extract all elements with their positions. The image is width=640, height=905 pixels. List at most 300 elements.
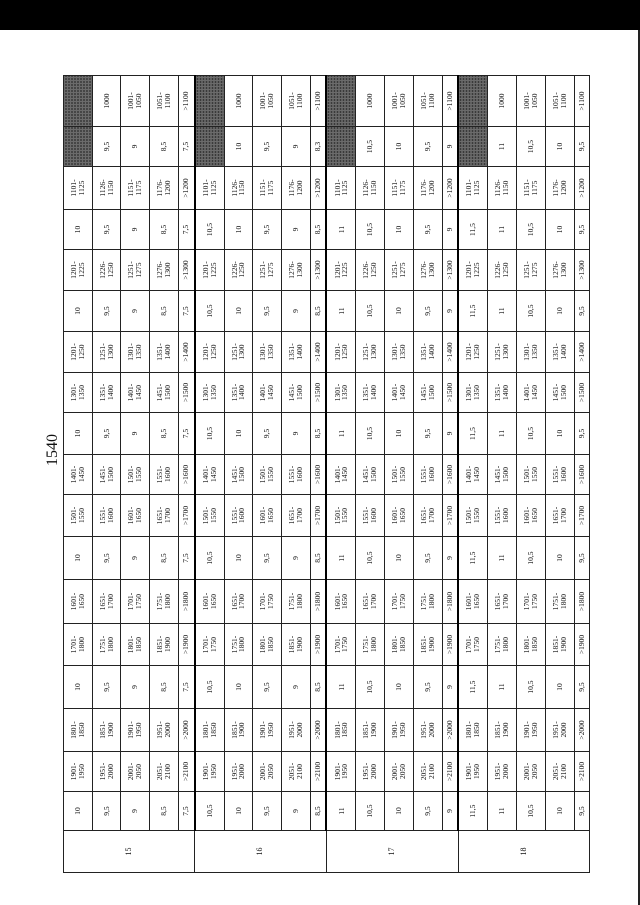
- table-cell: 1301- 1350: [253, 332, 282, 373]
- table-cell: 1276- 1300: [413, 250, 442, 291]
- table-cell: 1226- 1250: [488, 250, 517, 291]
- table-cell: 1851- 1900: [488, 709, 517, 752]
- table-cell: 11: [488, 666, 517, 709]
- table-cell: 10,5: [356, 413, 385, 455]
- table-cell: >1400: [574, 332, 589, 373]
- table-cell: 1201- 1250: [458, 332, 488, 373]
- table-cell: 1751- 1800: [92, 624, 121, 666]
- table-cell: 1451- 1500: [282, 373, 311, 413]
- table-cell: 1276- 1300: [282, 250, 311, 291]
- table-cell: 10: [545, 792, 574, 831]
- table-cell: 10: [385, 792, 414, 831]
- table-cell: 11: [326, 537, 356, 580]
- table-cell: >1300: [310, 250, 326, 291]
- table-cell: 1551- 1600: [224, 495, 253, 537]
- table-cell: 1551- 1600: [282, 455, 311, 495]
- table-cell: >1600: [178, 455, 194, 495]
- table-cell: 1226- 1250: [224, 250, 253, 291]
- table-cell: 1000: [92, 76, 121, 127]
- table-cell: 10: [224, 127, 253, 167]
- table-cell: 10,5: [517, 127, 546, 167]
- table-cell: 1751- 1800: [282, 580, 311, 624]
- table-cell: 10,5: [195, 210, 225, 250]
- table-cell: 9,5: [574, 127, 589, 167]
- table-cell: 7,5: [178, 792, 194, 831]
- table-cell: 1801- 1850: [326, 709, 356, 752]
- table-cell: >1500: [442, 373, 458, 413]
- table-cell: 1301- 1350: [195, 373, 225, 413]
- table-cell: 11: [488, 537, 517, 580]
- table-cell: 1701- 1750: [121, 580, 150, 624]
- table-cell: 1551- 1600: [150, 455, 179, 495]
- table-cell: 1301- 1350: [64, 373, 93, 413]
- table-cell: 1126- 1150: [92, 167, 121, 210]
- table-cell: 9: [282, 413, 311, 455]
- table-cell: 1451- 1500: [224, 455, 253, 495]
- table-cell: 1701- 1750: [195, 624, 225, 666]
- table-cell: 1951- 2000: [356, 752, 385, 792]
- table-cell: 1901- 1950: [517, 709, 546, 752]
- table-cell: 1201- 1225: [458, 250, 488, 291]
- table-cell: 8,5: [150, 127, 179, 167]
- table-cell: >2100: [442, 752, 458, 792]
- table-cell: 1051- 1100: [413, 76, 442, 127]
- table-cell: 10: [64, 210, 93, 250]
- table-cell: 1701- 1750: [458, 624, 488, 666]
- table-cell: 8,5: [150, 537, 179, 580]
- table-cell: 1226- 1250: [356, 250, 385, 291]
- table-cell: >1700: [574, 495, 589, 537]
- table-cell: >1200: [574, 167, 589, 210]
- group-id-cell: 17: [326, 831, 458, 873]
- table-cell: 9: [442, 537, 458, 580]
- table-cell: 1801- 1850: [121, 624, 150, 666]
- table-cell: 1301- 1350: [326, 373, 356, 413]
- table-cell: 1601- 1650: [517, 495, 546, 537]
- table-cell: 9: [282, 291, 311, 332]
- shaded-cell: [326, 127, 356, 167]
- table-row: [178, 76, 194, 873]
- table-cell: 1751- 1800: [413, 580, 442, 624]
- table-cell: 10,5: [356, 291, 385, 332]
- table-cell: 1451- 1500: [545, 373, 574, 413]
- table-cell: 10: [64, 666, 93, 709]
- table-cell: 10,5: [517, 666, 546, 709]
- table-cell: 1351- 1400: [150, 332, 179, 373]
- table-cell: 1951- 2000: [92, 752, 121, 792]
- table-cell: 1901- 1950: [385, 709, 414, 752]
- table-cell: 9,5: [574, 792, 589, 831]
- table-cell: 9: [121, 291, 150, 332]
- table-cell: 1126- 1150: [488, 167, 517, 210]
- table-row: [326, 76, 356, 873]
- table-cell: 1151- 1175: [121, 167, 150, 210]
- table-row: [517, 76, 546, 873]
- table-cell: 1226- 1250: [92, 250, 121, 291]
- table-cell: 10,5: [517, 537, 546, 580]
- table-cell: 9,5: [253, 127, 282, 167]
- group-id-cell: 18: [458, 831, 589, 873]
- table-cell: 8,5: [310, 537, 326, 580]
- table-cell: 1651- 1700: [545, 495, 574, 537]
- table-cell: 9: [442, 210, 458, 250]
- table-cell: 10: [545, 537, 574, 580]
- table-cell: 9,5: [574, 413, 589, 455]
- table-cell: 1801- 1850: [253, 624, 282, 666]
- table-cell: 1401- 1450: [517, 373, 546, 413]
- table-row: [488, 76, 517, 873]
- table-cell: 9: [121, 666, 150, 709]
- table-cell: 8,5: [150, 210, 179, 250]
- table-cell: 10: [64, 291, 93, 332]
- table-cell: 11: [326, 291, 356, 332]
- table-cell: >1200: [310, 167, 326, 210]
- table-cell: 11: [488, 291, 517, 332]
- table-cell: 8,5: [310, 291, 326, 332]
- table-cell: 1801- 1850: [195, 709, 225, 752]
- table-cell: 1251- 1275: [253, 250, 282, 291]
- table-cell: >1700: [442, 495, 458, 537]
- table-cell: 10,5: [195, 792, 225, 831]
- table-cell: 11,5: [458, 537, 488, 580]
- table-row: [385, 76, 414, 873]
- table-cell: 10,5: [356, 210, 385, 250]
- table-cell: 9,5: [92, 210, 121, 250]
- table-cell: 10: [545, 413, 574, 455]
- table-cell: 1551- 1600: [545, 455, 574, 495]
- table-cell: 10: [64, 792, 93, 831]
- table-cell: 11: [488, 127, 517, 167]
- table-cell: 1401- 1450: [326, 455, 356, 495]
- table-cell: 11: [326, 413, 356, 455]
- table-cell: >1200: [178, 167, 194, 210]
- table-cell: 1651- 1700: [488, 580, 517, 624]
- table-cell: 9,5: [253, 210, 282, 250]
- table-cell: 1251- 1300: [488, 332, 517, 373]
- table-cell: 10: [224, 537, 253, 580]
- table-cell: 10: [545, 210, 574, 250]
- table-cell: >2000: [442, 709, 458, 752]
- table-cell: 2001- 2050: [253, 752, 282, 792]
- table-row: [310, 76, 326, 873]
- table-cell: 1951- 2000: [413, 709, 442, 752]
- table-cell: 1801- 1850: [64, 709, 93, 752]
- table-cell: 1551- 1600: [488, 495, 517, 537]
- table-cell: 11: [326, 210, 356, 250]
- table-cell: 8,3: [310, 127, 326, 167]
- table-cell: 11: [488, 210, 517, 250]
- table-cell: 1126- 1150: [356, 167, 385, 210]
- table-cell: 1701- 1750: [517, 580, 546, 624]
- table-cell: 9,5: [574, 210, 589, 250]
- table-cell: 10: [545, 291, 574, 332]
- table-cell: 1201- 1250: [64, 332, 93, 373]
- table-cell: >1800: [178, 580, 194, 624]
- table-cell: 10,5: [517, 792, 546, 831]
- table-row: [121, 76, 150, 873]
- table-cell: 11,5: [458, 291, 488, 332]
- table-cell: >1300: [574, 250, 589, 291]
- table-cell: 10: [64, 537, 93, 580]
- table-cell: 1751- 1800: [488, 624, 517, 666]
- table-cell: 1051- 1100: [282, 76, 311, 127]
- table-cell: 1276- 1300: [545, 250, 574, 291]
- table-cell: >1900: [310, 624, 326, 666]
- table-row: [150, 76, 179, 873]
- table-cell: 10,5: [356, 792, 385, 831]
- table-cell: 1201- 1225: [326, 250, 356, 291]
- table-cell: 1351- 1400: [488, 373, 517, 413]
- table-cell: 9,5: [574, 666, 589, 709]
- table-cell: 1000: [356, 76, 385, 127]
- table-cell: 1251- 1300: [92, 332, 121, 373]
- table-cell: 1351- 1400: [92, 373, 121, 413]
- table-cell: 1851- 1900: [282, 624, 311, 666]
- table-cell: 1201- 1250: [326, 332, 356, 373]
- table-cell: 9: [282, 537, 311, 580]
- table-cell: >2100: [310, 752, 326, 792]
- table-cell: >1700: [310, 495, 326, 537]
- table-cell: 10: [385, 210, 414, 250]
- table-cell: 7,5: [178, 413, 194, 455]
- table-cell: 1251- 1275: [385, 250, 414, 291]
- table-cell: 1501- 1550: [121, 455, 150, 495]
- table-cell: 1401- 1450: [458, 455, 488, 495]
- table-cell: 1151- 1175: [517, 167, 546, 210]
- table-cell: 1000: [224, 76, 253, 127]
- table-cell: 1176- 1200: [545, 167, 574, 210]
- table-row: [413, 76, 442, 873]
- table-cell: 1801- 1850: [458, 709, 488, 752]
- table-cell: 1451- 1500: [413, 373, 442, 413]
- table-cell: >1400: [178, 332, 194, 373]
- table-cell: 1601- 1650: [326, 580, 356, 624]
- table-cell: >1900: [178, 624, 194, 666]
- table-cell: 2051- 2100: [150, 752, 179, 792]
- table-cell: 1601- 1650: [253, 495, 282, 537]
- table-cell: 1701- 1750: [253, 580, 282, 624]
- table-cell: 1701- 1750: [385, 580, 414, 624]
- table-cell: 9,5: [92, 537, 121, 580]
- table-cell: 1176- 1200: [413, 167, 442, 210]
- table-cell: 1251- 1300: [224, 332, 253, 373]
- table-cell: 10,5: [517, 210, 546, 250]
- table-cell: >1900: [574, 624, 589, 666]
- table-cell: 9: [442, 666, 458, 709]
- table-cell: 10,5: [517, 291, 546, 332]
- table-cell: 1601- 1650: [195, 580, 225, 624]
- shaded-cell: [64, 76, 93, 127]
- table-cell: 9,5: [253, 792, 282, 831]
- table-cell: >1500: [178, 373, 194, 413]
- table-cell: 1551- 1600: [92, 495, 121, 537]
- table-cell: 1601- 1650: [385, 495, 414, 537]
- table-cell: 1751- 1800: [545, 580, 574, 624]
- table-row: [195, 76, 225, 873]
- table-cell: 8,5: [150, 666, 179, 709]
- table-cell: 1501- 1550: [64, 495, 93, 537]
- table-cell: 1801- 1850: [385, 624, 414, 666]
- table-cell: 1851- 1900: [150, 624, 179, 666]
- table-cell: 1901- 1950: [121, 709, 150, 752]
- table-cell: 1001- 1050: [385, 76, 414, 127]
- table-row: [442, 76, 458, 873]
- table-row: [224, 76, 253, 873]
- table-cell: 1551- 1600: [356, 495, 385, 537]
- table-cell: 1601- 1650: [121, 495, 150, 537]
- table-cell: 2001- 2050: [121, 752, 150, 792]
- table-cell: 1351- 1400: [224, 373, 253, 413]
- table-cell: 8,5: [310, 792, 326, 831]
- table-cell: 1851- 1900: [224, 709, 253, 752]
- table-cell: 1276- 1300: [150, 250, 179, 291]
- table-cell: >1400: [442, 332, 458, 373]
- table-cell: 1651- 1700: [413, 495, 442, 537]
- table-cell: >1500: [574, 373, 589, 413]
- table-cell: 1351- 1400: [356, 373, 385, 413]
- table-cell: 1001- 1050: [253, 76, 282, 127]
- table-cell: 1951- 2000: [150, 709, 179, 752]
- table-cell: 9,5: [253, 413, 282, 455]
- table-cell: 9,5: [92, 792, 121, 831]
- table-cell: 10,5: [356, 537, 385, 580]
- table-cell: 10: [64, 413, 93, 455]
- table-cell: 1901- 1950: [326, 752, 356, 792]
- table-cell: 9: [121, 792, 150, 831]
- table-cell: 1451- 1500: [92, 455, 121, 495]
- table-cell: 10: [224, 210, 253, 250]
- table-cell: 1001- 1050: [517, 76, 546, 127]
- table-cell: 9: [121, 127, 150, 167]
- table-cell: 1501- 1550: [326, 495, 356, 537]
- table-cell: >1100: [178, 76, 194, 127]
- table-cell: 1301- 1350: [121, 332, 150, 373]
- shaded-cell: [326, 76, 356, 127]
- table-cell: 1651- 1700: [224, 580, 253, 624]
- table-cell: 1951- 2000: [224, 752, 253, 792]
- table-cell: 9: [121, 413, 150, 455]
- table-cell: 1601- 1650: [458, 580, 488, 624]
- table-cell: >1500: [310, 373, 326, 413]
- table-row: [356, 76, 385, 873]
- table-cell: 1851- 1900: [92, 709, 121, 752]
- table-cell: 10,5: [517, 413, 546, 455]
- table-cell: 9,5: [413, 291, 442, 332]
- table-cell: 9,5: [574, 537, 589, 580]
- table-cell: 11,5: [458, 210, 488, 250]
- table-cell: >2100: [574, 752, 589, 792]
- table-cell: >1400: [310, 332, 326, 373]
- table-cell: 11: [488, 413, 517, 455]
- table-cell: 1201- 1225: [64, 250, 93, 291]
- table-cell: 1501- 1550: [517, 455, 546, 495]
- table-cell: 1101- 1125: [64, 167, 93, 210]
- table-cell: 1101- 1125: [458, 167, 488, 210]
- table-cell: 1176- 1200: [150, 167, 179, 210]
- table-cell: 1651- 1700: [282, 495, 311, 537]
- table-cell: 9,5: [574, 291, 589, 332]
- table-cell: 1401- 1450: [195, 455, 225, 495]
- table-cell: 1601- 1650: [64, 580, 93, 624]
- table-cell: 9: [442, 291, 458, 332]
- table-cell: >1800: [574, 580, 589, 624]
- table-cell: 11: [326, 792, 356, 831]
- table-cell: 1851- 1900: [413, 624, 442, 666]
- table-cell: 1751- 1800: [224, 624, 253, 666]
- table-cell: 1126- 1150: [224, 167, 253, 210]
- table-cell: 9: [282, 792, 311, 831]
- table-row: [574, 76, 589, 873]
- table-row: [282, 76, 311, 873]
- table-cell: 1401- 1450: [121, 373, 150, 413]
- table-cell: 9: [282, 210, 311, 250]
- table-cell: 10: [385, 537, 414, 580]
- table-cell: 1851- 1900: [356, 709, 385, 752]
- table-cell: 8,5: [150, 413, 179, 455]
- table-cell: 9,5: [413, 413, 442, 455]
- table-cell: 1501- 1550: [385, 455, 414, 495]
- table-cell: 1000: [488, 76, 517, 127]
- shaded-cell: [195, 127, 225, 167]
- table-cell: 1301- 1350: [458, 373, 488, 413]
- table-cell: 10: [545, 127, 574, 167]
- table-cell: 10: [224, 291, 253, 332]
- table-cell: 10: [385, 291, 414, 332]
- table-cell: 1651- 1700: [356, 580, 385, 624]
- table-cell: 7,5: [178, 210, 194, 250]
- table-cell: 9: [442, 127, 458, 167]
- table-cell: 8,5: [150, 291, 179, 332]
- table-cell: 1701- 1800: [64, 624, 93, 666]
- table-cell: 2051- 2100: [413, 752, 442, 792]
- table-cell: 1951- 2000: [282, 709, 311, 752]
- table-cell: 10: [385, 666, 414, 709]
- table-cell: 11,5: [458, 413, 488, 455]
- table-cell: 1251- 1275: [517, 250, 546, 291]
- table-cell: 11: [326, 666, 356, 709]
- table-cell: >1600: [442, 455, 458, 495]
- table-cell: >1300: [178, 250, 194, 291]
- table-cell: 1901- 1950: [458, 752, 488, 792]
- table-cell: 1901- 1950: [195, 752, 225, 792]
- table-cell: 11,5: [458, 792, 488, 831]
- table-cell: 10: [385, 413, 414, 455]
- table-row: [545, 76, 574, 873]
- table-cell: >1600: [574, 455, 589, 495]
- table-cell: 1301- 1350: [385, 332, 414, 373]
- table-cell: 8,5: [150, 792, 179, 831]
- table-cell: 2051- 2100: [545, 752, 574, 792]
- table-cell: 1151- 1175: [253, 167, 282, 210]
- table-cell: 1501- 1550: [195, 495, 225, 537]
- table-cell: 1451- 1500: [356, 455, 385, 495]
- table-cell: 1351- 1400: [545, 332, 574, 373]
- table-cell: 1951- 2000: [545, 709, 574, 752]
- table-cell: 10,5: [195, 537, 225, 580]
- table-cell: 1951- 2000: [488, 752, 517, 792]
- table-cell: 1751- 1800: [356, 624, 385, 666]
- table-cell: 1651- 1700: [150, 495, 179, 537]
- table-cell: 1001- 1050: [121, 76, 150, 127]
- table-cell: 10: [224, 792, 253, 831]
- table-cell: >2000: [178, 709, 194, 752]
- shaded-cell: [64, 127, 93, 167]
- table-cell: 1401- 1450: [253, 373, 282, 413]
- table-cell: 2001- 2050: [517, 752, 546, 792]
- table-cell: 7,5: [178, 537, 194, 580]
- table-cell: 1701- 1750: [326, 624, 356, 666]
- table-cell: 9,5: [413, 210, 442, 250]
